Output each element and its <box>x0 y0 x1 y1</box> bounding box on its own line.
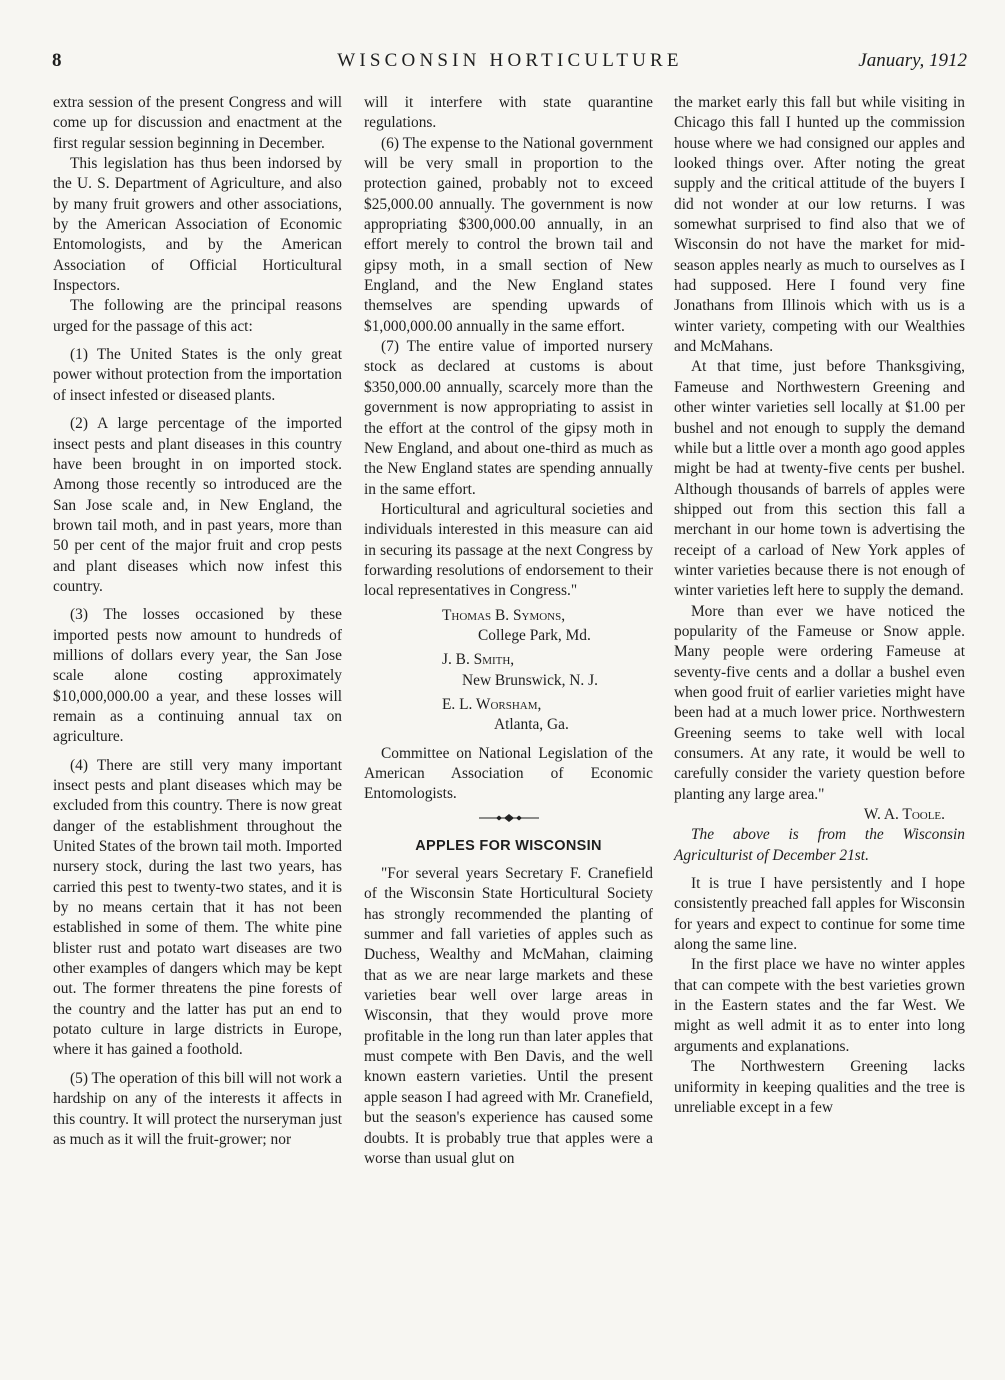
paragraph: the market early this fall but while visiting in Chicago this fall I hunted up the commission house where we had consigned our apples and looked things over. After noting the great supply and the critical attitude of the buyers I did not wonder at our low returns. I was somewhat surprised to find also that we of Wisconsin do not have the market for mid-season apples nearly as much to ourselves as I had supposed. Here I found very fine Jonathans from Illinois which with us is a winter variety, competing with our Wealthies and McMahans. <box>674 94 965 356</box>
paragraph: Horticultural and agricultural societies and individuals interested in this measure can aid in securing its passage at the next Congress by forwarding resolutions of endorsement to their local representatives in Congress." <box>364 500 653 600</box>
paragraph: (7) The entire value of imported nursery stock as declared at customs is about $350,000.00 annually, scarcely more than the government is now appropriating to assist in the effort at the control of the gipsy moth in New England, and about one-third as much as the New England states are spending annually in the same effort. <box>364 338 653 498</box>
signatory-name: J. B. Smith, <box>442 651 515 669</box>
paragraph: will it interfere with state quarantine regulations. <box>364 94 653 132</box>
issue-date: January, 1912 <box>858 50 967 71</box>
paragraph: It is true I have persistently and I hope consistently preached fall apples for Wisconsin for years and expect to continue for some time along the same line. <box>674 875 965 954</box>
signatory <box>364 650 653 691</box>
paragraph: (4) There are still very many important insect pests and plant diseases which may be excluded from this country. There is now great danger of the establishment throughout the United States of the brown tail moth. Imported nursery stock, during the last two years, has carried this pest to twenty-two states, and it is by no means certain that it has not been established in some of them. The white pine blister rust and potato wart diseases are two other examples of dangers which may be kept out. The former threatens the pine forests of the country and the latter has put an end to potato culture in large districts in Europe, where it has gained a foothold. <box>53 756 342 1059</box>
section-divider-ornament <box>364 813 653 824</box>
author-name: W. A. Toole. <box>863 806 945 824</box>
paragraph: (1) The United States is the only great power without protection from the importation of insect infested or diseased plants. <box>53 346 342 404</box>
paragraph: At that time, just before Thanksgiving, Fameuse and Northwestern Greening and other winter varieties sell locally at $1.00 per bushel and not enough to supply the demand while but a little over a month ago good apples might be had at twenty-five cents per bushel. Although thousands of barrels of apples were shipped out from this section this fall a merchant in our home town is advertising the receipt of a carload of New York apples of winter varieties because there is not enough of winter varieties left here to supply the demand. <box>674 358 965 600</box>
author-signature <box>674 805 965 825</box>
page-header <box>0 0 1005 80</box>
paragraph: The following are the principal reasons urged for the passage of this act: <box>53 297 342 335</box>
column-3 <box>674 93 965 1118</box>
section-heading: APPLES FOR WISCONSIN <box>415 837 602 854</box>
signatory-name: E. L. Worsham, <box>442 695 542 713</box>
page-number: 8 <box>52 50 62 71</box>
journal-title: WISCONSIN HORTICULTURE <box>337 50 683 71</box>
paragraph: (6) The expense to the National government will be very small in proportion to the protection gained, probably not to exceed $25,000.00 annually. The government is now appropriating $300,000.00 annually, in an effort merely to control the brown tail and gipsy moth, in a small section of New England, and the New England states themselves are spending upwards of $1,000,000.00 annually in the same effort. <box>364 134 653 335</box>
source-note: The above is from the Wisconsin Agriculturist of December 21st. <box>674 826 965 864</box>
column-2 <box>364 93 653 1169</box>
paragraph: The Northwestern Greening lacks uniformity in keeping qualities and the tree is unreliable except in a few <box>674 1058 965 1116</box>
paragraph: "For several years Secretary F. Cranefield of the Wisconsin State Horticultural Society has strongly recommended the planting of summer and fall varieties of apples such as Duchess, Wealthy and McMahan, claiming that as we are near large markets and these varieties bear well over large areas in Wisconsin, that they would prove more profitable in the long run than later apples that must compete with Ben Davis, and the well known eastern varieties. Until the present apple season I had agreed with Mr. Cranefield, but the season's experience has caused some doubts. It is probably true that apples were a worse than usual glut on <box>364 865 653 1167</box>
committee-credit: Committee on National Legislation of the American Association of Economic Entomologists. <box>364 744 653 803</box>
column-1 <box>53 93 342 1150</box>
paragraph: (3) The losses occasioned by these imported pests now amount to hundreds of millions of dollars every year, the San Jose scale alone costing approximately $10,000,000.00 a year, and these losses will remain as a continuing annual tax on agriculture. <box>53 606 342 746</box>
signatory <box>364 606 653 647</box>
signatory-place: New Brunswick, N. J. <box>462 671 598 689</box>
paragraph: In the first place we have no winter apples that can compete with the best varieties grown in the Eastern states and the far West. We might as well admit it as to enter into long arguments and explanations. <box>674 956 965 1055</box>
signatory-place: Atlanta, Ga. <box>494 716 569 734</box>
paragraph: This legislation has thus been indorsed by the U. S. Department of Agriculture, and also by many fruit growers and other associations, by the American Association of Economic Entomologists, and by the American Association of Official Horticultural Inspectors. <box>53 155 342 295</box>
ornament-icon <box>477 813 541 823</box>
paragraph: More than ever we have noticed the popularity of the Fameuse or Snow apple. Many people were ordering Fameuse at seventy-five cents and a dollar a bushel even when good fruit of earlier varieties might have been had at a much lower price. Northwestern Greening seems to take well with local consumers. At any rate, it would be well to carefully consider the variety question before planting any large area." <box>674 602 965 803</box>
paragraph: extra session of the present Congress and will come up for discussion and enactment at the first regular session beginning in December. <box>53 94 342 152</box>
signatory-name: Thomas B. Symons, <box>442 606 566 624</box>
paragraph: (5) The operation of this bill will not work a hardship on any of the interests it affects in this country. It will protect the nurseryman just as much as it will the fruit-grower; nor <box>53 1069 342 1148</box>
paragraph: (2) A large percentage of the imported insect pests and plant diseases in this country have been brought in on imported stock. Among those recently so introduced are the San Jose scale and, in New England, the brown tail moth, and in past years, more than 50 per cent of the major fruit and crop pests and plant diseases which now infest this country. <box>53 415 342 595</box>
signatory-place: College Park, Md. <box>478 626 591 644</box>
signatory <box>364 695 653 736</box>
